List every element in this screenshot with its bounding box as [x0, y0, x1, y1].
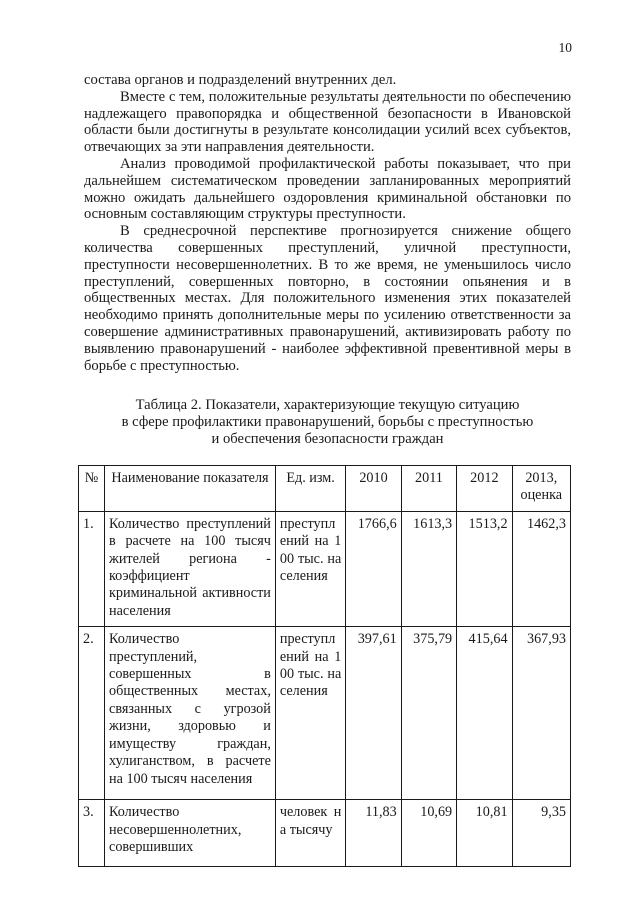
cell-unit: преступлений на 100 тыс. населения	[275, 627, 345, 800]
cell-no: 2.	[79, 627, 105, 800]
header-2012: 2012	[457, 466, 512, 512]
page-number: 10	[558, 40, 572, 55]
table-header-row	[79, 466, 571, 512]
cell-unit: человек на тысячу	[275, 800, 345, 867]
paragraph-3: Анализ проводимой профилактической работы показывает, что при дальнейшем систематическом проведении запланированных мероприятий можно ожидать дальнейшего оздоровления криминальной обстановки по основным составляющим структуры преступности.	[84, 155, 571, 223]
paragraph-4: В среднесрочной перспективе прогнозируется снижение общего количества совершенных преступлений, уличной преступности, преступности несовершеннолетних. В то же время, не уменьшилось число преступлений, совершенных повторно, в состоянии опьянения и в общественных местах. Для положительного изменения этих показателей необходимо принять дополнительные меры по усилению ответственности за совершение административных правонарушений, активизировать работу по выявлению правонарушений - наиболее эффективной превентивной меры в борьбе с преступностью.	[84, 223, 571, 374]
cell-2011: 1613,3	[401, 511, 456, 626]
table-caption-line: и обеспечения безопасности граждан	[211, 430, 444, 447]
cell-2012: 1513,2	[457, 511, 512, 626]
table-caption-line: в сфере профилактики правонарушений, борьбы с преступностью	[121, 413, 534, 430]
cell-2013: 1462,3	[512, 511, 570, 626]
table-row	[79, 511, 571, 626]
cell-name: Количество несовершеннолетних, совершивших	[105, 800, 276, 867]
table-row	[79, 800, 571, 867]
header-name: Наименование показателя	[105, 466, 276, 512]
cell-name: Количество преступлений в расчете на 100 тысяч жителей региона - коэффициент криминальной активности населения	[105, 511, 276, 626]
cell-2012: 415,64	[457, 627, 512, 800]
cell-2011: 10,69	[401, 800, 456, 867]
cell-no: 3.	[79, 800, 105, 867]
cell-2010: 11,83	[346, 800, 401, 867]
header-unit: Ед. изм.	[275, 466, 345, 512]
cell-2010: 397,61	[346, 627, 401, 800]
table-caption	[84, 397, 571, 447]
table-row	[79, 627, 571, 800]
cell-2012: 10,81	[457, 800, 512, 867]
paragraph-2: Вместе с тем, положительные результаты деятельности по обеспечению надлежащего правопорядка и общественной безопасности в Ивановской области были достигнуты в результате консолидации усилий всех субъектов, отвечающих за эти направления деятельности.	[84, 88, 571, 156]
cell-2011: 375,79	[401, 627, 456, 800]
header-2011: 2011	[401, 466, 456, 512]
cell-unit: преступлений на 100 тыс. населения	[275, 511, 345, 626]
header-no: №	[79, 466, 105, 512]
paragraph-1: состава органов и подразделений внутренних дел.	[84, 72, 397, 88]
cell-name: Количество преступлений, совершенных в общественных местах, связанных с угрозой жизни, здоровью и имуществу граждан, хулиганством, в расчете на 100 тысяч населения	[105, 627, 276, 800]
body-text	[84, 72, 571, 374]
header-2013: 2013, оценка	[512, 466, 570, 512]
cell-2013: 9,35	[512, 800, 570, 867]
header-2010: 2010	[346, 466, 401, 512]
cell-2010: 1766,6	[346, 511, 401, 626]
indicators-table	[78, 465, 571, 867]
table-caption-line: Таблица 2. Показатели, характеризующие текущую ситуацию	[135, 397, 520, 413]
cell-no: 1.	[79, 511, 105, 626]
cell-2013: 367,93	[512, 627, 570, 800]
